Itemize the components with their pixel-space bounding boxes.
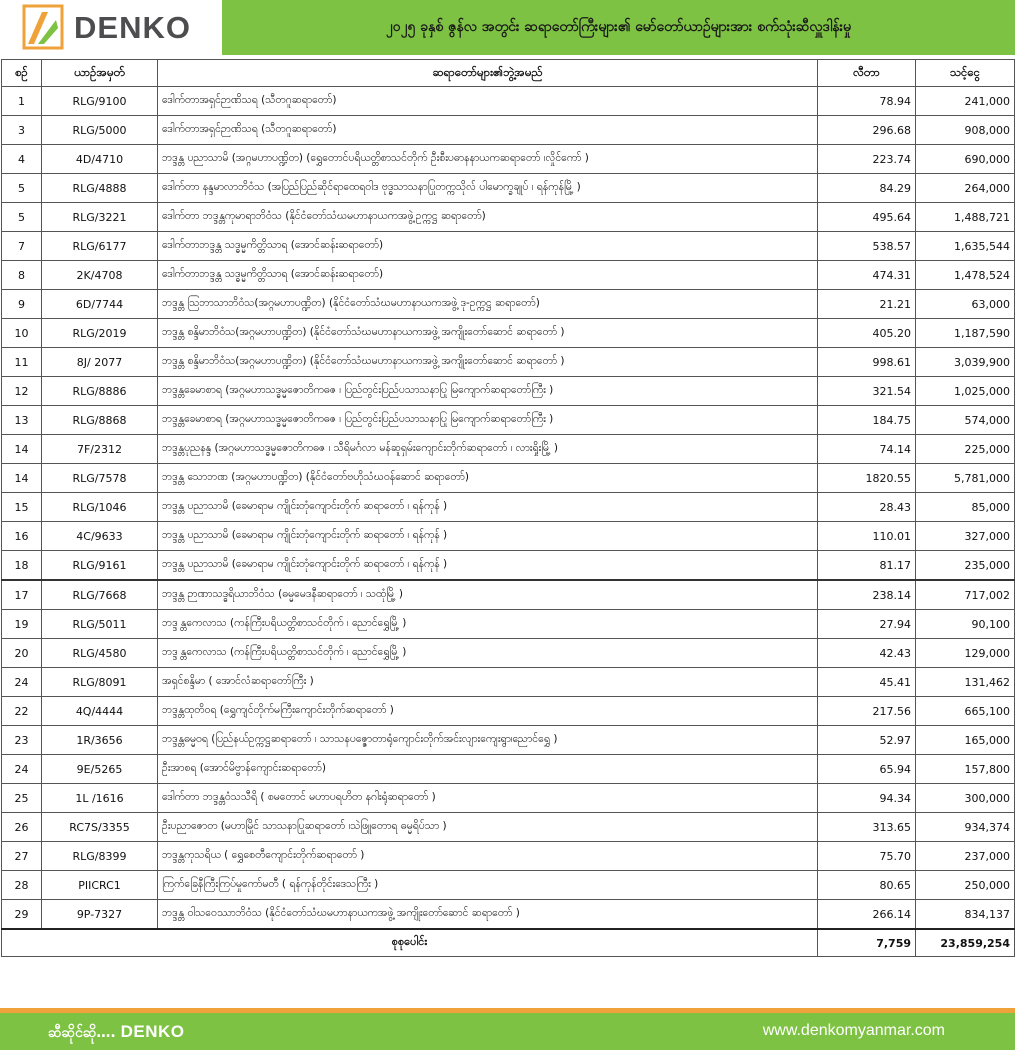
brand-name: DENKO — [74, 10, 191, 45]
row-liters: 75.70 — [818, 842, 916, 871]
row-liters: 405.20 — [818, 319, 916, 348]
row-license: 2K/4708 — [42, 261, 158, 290]
row-name: ဘဒ္ဒန္တ ဝါသဝေဿာဘိဝံသ (နိုင်ငံတော်သံဃမဟာနာယကအဖွဲ့ အကျိုးတော်ဆောင် ဆရာတော် ) — [158, 900, 818, 930]
row-price: 690,000 — [916, 145, 1015, 174]
table-row — [2, 871, 1015, 900]
row-no: 20 — [2, 639, 42, 668]
row-name: ဒေါက်တာ နန္ဒမာလာဘိဝံသ (အပြည်ပြည်ဆိုင်ရာထေရဝါဒ ဗုဒ္ဓသာသနာပြုတက္ကသိုလ် ပါမောက္ခချုပ် ၊ ရန်ကုန်မြို့ ) — [158, 174, 818, 203]
row-price: 665,100 — [916, 697, 1015, 726]
row-price: 129,000 — [916, 639, 1015, 668]
table-row — [2, 377, 1015, 406]
table-row — [2, 639, 1015, 668]
row-no: 11 — [2, 348, 42, 377]
row-liters: 21.21 — [818, 290, 916, 319]
row-price: 5,781,000 — [916, 464, 1015, 493]
row-no: 27 — [2, 842, 42, 871]
row-license: RLG/8886 — [42, 377, 158, 406]
row-name: ဘဒ္ဒန္တ ဩဘာသာဘိဝံသ(အဂ္ဂမဟာပဏ္ဍိတ) (နိုင်ငံတော်သံဃမဟာနာယကအဖွဲ့ ဒု-ဥက္ကဋ္ဌ ဆရာတော်) — [158, 290, 818, 319]
table-row — [2, 406, 1015, 435]
row-liters: 474.31 — [818, 261, 916, 290]
row-name: ဘဒ္ဒန္တထုတိဝရ (ရွှေကျင်တိုက်မကြီးကျောင်းတိုက်ဆရာတော် ) — [158, 697, 818, 726]
row-liters: 266.14 — [818, 900, 916, 930]
row-name: ဘဒ္ဒန္တခေမာစာရ (အဂ္ဂမဟာသဒ္ဓမ္မဇောတိကဓဇ ၊ ပြည်တွင်းပြည်ပသာသနာပြု မြကျောက်ဆရာတော်ကြီး ) — [158, 406, 818, 435]
row-liters: 495.64 — [818, 203, 916, 232]
row-price: 1,025,000 — [916, 377, 1015, 406]
row-no: 3 — [2, 116, 42, 145]
row-license: RLG/9161 — [42, 551, 158, 581]
table-row — [2, 726, 1015, 755]
row-no: 24 — [2, 755, 42, 784]
table-row — [2, 87, 1015, 116]
table-header-row — [2, 60, 1015, 87]
page-title: ၂၀၂၅ ခုနှစ် ဇွန်လ အတွင်း ဆရာတော်ကြီးများ၏ မော်တော်ယာဉ်များအား စက်သုံးဆီလှူဒါန်းမှု — [222, 0, 1015, 55]
row-price: 250,000 — [916, 871, 1015, 900]
row-price: 1,635,544 — [916, 232, 1015, 261]
row-name: ဘဒ္ဒန္တကုသရိယ ( ရွှေစေတီကျောင်းတိုက်ဆရာတော် ) — [158, 842, 818, 871]
table-row — [2, 145, 1015, 174]
row-license: RLG/8399 — [42, 842, 158, 871]
row-license: RLG/7578 — [42, 464, 158, 493]
row-license: 8J/ 2077 — [42, 348, 158, 377]
row-price: 237,000 — [916, 842, 1015, 871]
footer — [0, 1013, 1015, 1050]
row-no: 16 — [2, 522, 42, 551]
table-row — [2, 842, 1015, 871]
table-row — [2, 900, 1015, 930]
row-liters: 538.57 — [818, 232, 916, 261]
row-license: RLG/4580 — [42, 639, 158, 668]
table-body — [2, 87, 1015, 930]
row-price: 3,039,900 — [916, 348, 1015, 377]
footer-slogan-prefix: ဆီဆိုင်ဆို…. — [48, 1025, 116, 1041]
donation-table — [1, 59, 1015, 957]
row-no: 19 — [2, 610, 42, 639]
row-no: 15 — [2, 493, 42, 522]
row-name: ဘဒ္ဒန္တ ပညာသာမိ (ခေမာရာမ ကျိုင်းတုံကျောင်းတိုက် ဆရာတော် ၊ ရန်ကုန် ) — [158, 551, 818, 581]
row-price: 574,000 — [916, 406, 1015, 435]
row-price: 834,137 — [916, 900, 1015, 930]
row-name: ဘဒ္ဒန္တပုညနန္ဒ (အဂ္ဂမဟာသဒ္ဓမ္မဇောတိကဓဇ ၊ သီရိမင်္ဂလာ မန်ဆူရှမ်းကျောင်းတိုက်ဆရာတော် ၊ လားရှိုးမြို့ ) — [158, 435, 818, 464]
row-price: 300,000 — [916, 784, 1015, 813]
column-header-liters: လီတာ — [818, 60, 916, 87]
row-name: ဒေါက်တာအရှင်ဉာဏိသရ (သီတဂူဆရာတော်) — [158, 87, 818, 116]
row-license: PIICRC1 — [42, 871, 158, 900]
row-name: ဒေါက်တာဘဒ္ဒန္တ သဒ္ဓမ္မကိတ္တိသာရ (အောင်ဆန်းဆရာတော်) — [158, 261, 818, 290]
table-row — [2, 174, 1015, 203]
row-no: 1 — [2, 87, 42, 116]
row-license: RLG/5011 — [42, 610, 158, 639]
row-no: 7 — [2, 232, 42, 261]
row-price: 908,000 — [916, 116, 1015, 145]
row-price: 264,000 — [916, 174, 1015, 203]
row-price: 63,000 — [916, 290, 1015, 319]
row-name: ဘဒ္ဒန္တ ပညာသာမိ (အဂ္ဂမဟာပဏ္ဍိတ) (ရွှေတောင်ပရိယတ္တိစာသင်တိုက် ဦးစီးပဓာနနာယကဆရာတော် ၊လှိုင်ကော် ) — [158, 145, 818, 174]
row-no: 14 — [2, 435, 42, 464]
row-liters: 223.74 — [818, 145, 916, 174]
column-header-price: သင့်ငွေ — [916, 60, 1015, 87]
row-no: 9 — [2, 290, 42, 319]
table-row — [2, 348, 1015, 377]
row-no: 26 — [2, 813, 42, 842]
row-liters: 45.41 — [818, 668, 916, 697]
row-price: 327,000 — [916, 522, 1015, 551]
row-price: 235,000 — [916, 551, 1015, 581]
row-no: 17 — [2, 580, 42, 610]
row-license: 4D/4710 — [42, 145, 158, 174]
table-row — [2, 464, 1015, 493]
row-license: 9E/5265 — [42, 755, 158, 784]
row-liters: 84.29 — [818, 174, 916, 203]
total-row — [2, 929, 1015, 957]
row-license: 4Q/4444 — [42, 697, 158, 726]
row-name: ဦးပညာဇောတ (မဟာမြိုင် သာသနာပြုဆရာတော် ၊သဲဖြူတောရ ဓမ္မရိပ်သာ ) — [158, 813, 818, 842]
row-license: RLG/3221 — [42, 203, 158, 232]
row-liters: 110.01 — [818, 522, 916, 551]
row-no: 25 — [2, 784, 42, 813]
row-name: ဒေါက်တာ ဘဒ္ဒန္တဝံသသီရိ ( စမတောင် မဟာပရဟိတ နဂါးရုံဆရာတော် ) — [158, 784, 818, 813]
table-row — [2, 551, 1015, 581]
row-name: ဒေါက်တာဘဒ္ဒန္တ သဒ္ဓမ္မကိတ္တိသာရ (အောင်ဆန်းဆရာတော်) — [158, 232, 818, 261]
row-name: ဘဒ္ဒန္တ သောဘဏ (အဂ္ဂမဟာပဏ္ဍိတ) (နိုင်ငံတော်ဗဟိုသံဃဝန်ဆောင် ဆရာတော်) — [158, 464, 818, 493]
row-license: 1L /1616 — [42, 784, 158, 813]
table-row — [2, 697, 1015, 726]
row-no: 14 — [2, 464, 42, 493]
row-name: ဘဒ္ဒန္တခေမာစာရ (အဂ္ဂမဟာသဒ္ဓမ္မဇောတိကဓဇ ၊ ပြည်တွင်းပြည်ပသာသနာပြု မြကျောက်ဆရာတော်ကြီး ) — [158, 377, 818, 406]
table-row — [2, 290, 1015, 319]
row-license: 9P-7327 — [42, 900, 158, 930]
row-license: RLG/1046 — [42, 493, 158, 522]
total-price: 23,859,254 — [916, 929, 1015, 957]
row-name: ဘဒ္ဒန္တ ပညာသာမိ (ခေမာရာမ ကျိုင်းတုံကျောင်းတိုက် ဆရာတော် ၊ ရန်ကုန် ) — [158, 493, 818, 522]
table-row — [2, 116, 1015, 145]
table-row — [2, 522, 1015, 551]
row-no: 5 — [2, 174, 42, 203]
row-liters: 998.61 — [818, 348, 916, 377]
column-header-license: ယာဉ်အမှတ် — [42, 60, 158, 87]
row-liters: 217.56 — [818, 697, 916, 726]
row-liters: 184.75 — [818, 406, 916, 435]
row-price: 934,374 — [916, 813, 1015, 842]
column-header-name: ဆရာတော်များ၏ဘွဲ့အမည် — [158, 60, 818, 87]
row-license: 7F/2312 — [42, 435, 158, 464]
row-license: RLG/2019 — [42, 319, 158, 348]
table-row — [2, 319, 1015, 348]
footer-website-link[interactable]: www.denkomyanmar.com — [762, 1022, 945, 1039]
row-price: 90,100 — [916, 610, 1015, 639]
row-name: ဒေါက်တာ ဘဒ္ဒန္တကုမာရာဘိဝံသ (နိုင်ငံတော်သံဃမဟာနာယကအဖွဲ့ဥက္ကဋ္ဌ ဆရာတော်) — [158, 203, 818, 232]
row-name: ဘဒ္ဒန္တ စန္ဒိမာဘိဝံသ(အဂ္ဂမဟာပဏ္ဍိတ) (နိုင်ငံတော်သံဃမဟာနာယကအဖွဲ့ အကျိုးတော်ဆောင် ဆရာတော် ) — [158, 348, 818, 377]
table-row — [2, 580, 1015, 610]
row-no: 5 — [2, 203, 42, 232]
row-name: အရှင်စန္ဒိမာ ( အောင်လံဆရာတော်ကြီး ) — [158, 668, 818, 697]
row-no: 24 — [2, 668, 42, 697]
row-liters: 1820.55 — [818, 464, 916, 493]
table-row — [2, 668, 1015, 697]
row-no: 8 — [2, 261, 42, 290]
row-name: ကြက်ခြေနီကြီးကြပ်မှုကော်မတီ ( ရန်ကုန်တိုင်းဒေသကြီး ) — [158, 871, 818, 900]
footer-slogan — [48, 1022, 184, 1044]
header — [0, 0, 1015, 55]
total-liters: 7,759 — [818, 929, 916, 957]
row-liters: 80.65 — [818, 871, 916, 900]
denko-logo-icon — [22, 4, 64, 50]
row-liters: 78.94 — [818, 87, 916, 116]
row-price: 1,478,524 — [916, 261, 1015, 290]
row-license: RLG/6177 — [42, 232, 158, 261]
table-row — [2, 232, 1015, 261]
row-license: RC7S/3355 — [42, 813, 158, 842]
row-license: 6D/7744 — [42, 290, 158, 319]
row-no: 18 — [2, 551, 42, 581]
row-price: 1,187,590 — [916, 319, 1015, 348]
row-price: 131,462 — [916, 668, 1015, 697]
row-liters: 94.34 — [818, 784, 916, 813]
column-header-no: စဉ် — [2, 60, 42, 87]
row-name: ဒေါက်တာအရှင်ဉာဏိသရ (သီတဂူဆရာတော်) — [158, 116, 818, 145]
row-license: RLG/7668 — [42, 580, 158, 610]
row-name: ဘဒ္ဒန္တဓမ္မဝရ (ပြည်နယ်ဥက္ကဋ္ဌဆရာတော် ၊ သာသနပဇ္ဇောတာရုံကျောင်းတိုက်အင်းလျားကျေးရွာ၊ညောင်ရွှေ ) — [158, 726, 818, 755]
row-price: 165,000 — [916, 726, 1015, 755]
table-row — [2, 493, 1015, 522]
row-liters: 321.54 — [818, 377, 916, 406]
row-name: ဘဒ္ဒ န္တကေလာသ (ကန်ကြီးပရိယတ္တိစာသင်တိုက် ၊ ညောင်ရွှေမြို့ ) — [158, 639, 818, 668]
row-price: 225,000 — [916, 435, 1015, 464]
row-no: 22 — [2, 697, 42, 726]
row-license: RLG/8091 — [42, 668, 158, 697]
row-price: 241,000 — [916, 87, 1015, 116]
row-no: 23 — [2, 726, 42, 755]
table-row — [2, 435, 1015, 464]
row-name: ဘဒ္ဒန္တ စန္ဒိမာဘိဝံသ(အဂ္ဂမဟာပဏ္ဍိတ) (နိုင်ငံတော်သံဃမဟာနာယကအဖွဲ့ အကျိုးတော်ဆောင် ဆရာတော် ) — [158, 319, 818, 348]
row-license: RLG/4888 — [42, 174, 158, 203]
table-row — [2, 755, 1015, 784]
table-row — [2, 203, 1015, 232]
row-liters: 52.97 — [818, 726, 916, 755]
table-row — [2, 784, 1015, 813]
row-liters: 313.65 — [818, 813, 916, 842]
row-liters: 28.43 — [818, 493, 916, 522]
logo — [0, 0, 222, 55]
row-no: 13 — [2, 406, 42, 435]
row-license: RLG/9100 — [42, 87, 158, 116]
row-no: 28 — [2, 871, 42, 900]
row-liters: 65.94 — [818, 755, 916, 784]
row-liters: 296.68 — [818, 116, 916, 145]
row-name: ဦးအာစရ (အောင်မိဗ္ဗာန်ကျောင်းဆရာတော်) — [158, 755, 818, 784]
row-price: 157,800 — [916, 755, 1015, 784]
table-row — [2, 261, 1015, 290]
row-price: 1,488,721 — [916, 203, 1015, 232]
row-license: 1R/3656 — [42, 726, 158, 755]
row-liters: 27.94 — [818, 610, 916, 639]
row-liters: 238.14 — [818, 580, 916, 610]
total-label: စုစုပေါင်း — [2, 929, 818, 957]
row-name: ဘဒ္ဒန္တ ပညာသာမိ (ခေမာရာမ ကျိုင်းတုံကျောင်းတိုက် ဆရာတော် ၊ ရန်ကုန် ) — [158, 522, 818, 551]
row-license: RLG/5000 — [42, 116, 158, 145]
row-liters: 74.14 — [818, 435, 916, 464]
row-liters: 42.43 — [818, 639, 916, 668]
row-no: 10 — [2, 319, 42, 348]
row-no: 29 — [2, 900, 42, 930]
row-license: 4C/9633 — [42, 522, 158, 551]
row-price: 85,000 — [916, 493, 1015, 522]
footer-brand: DENKO — [120, 1022, 185, 1041]
table-row — [2, 610, 1015, 639]
row-no: 12 — [2, 377, 42, 406]
row-license: RLG/8868 — [42, 406, 158, 435]
table-row — [2, 813, 1015, 842]
row-no: 4 — [2, 145, 42, 174]
row-price: 717,002 — [916, 580, 1015, 610]
row-name: ဘဒ္ဒ န္တကေလာသ (ကန်ကြီးပရိယတ္တိစာသင်တိုက် ၊ ညောင်ရွှေမြို့ ) — [158, 610, 818, 639]
row-name: ဘဒ္ဒန္တ ဉာဏာသဒ္ဓရိယာဘိဝံသ (ဓမ္မမေဒနီဆရာတော် ၊ သထုံမြို့ ) — [158, 580, 818, 610]
row-liters: 81.17 — [818, 551, 916, 581]
